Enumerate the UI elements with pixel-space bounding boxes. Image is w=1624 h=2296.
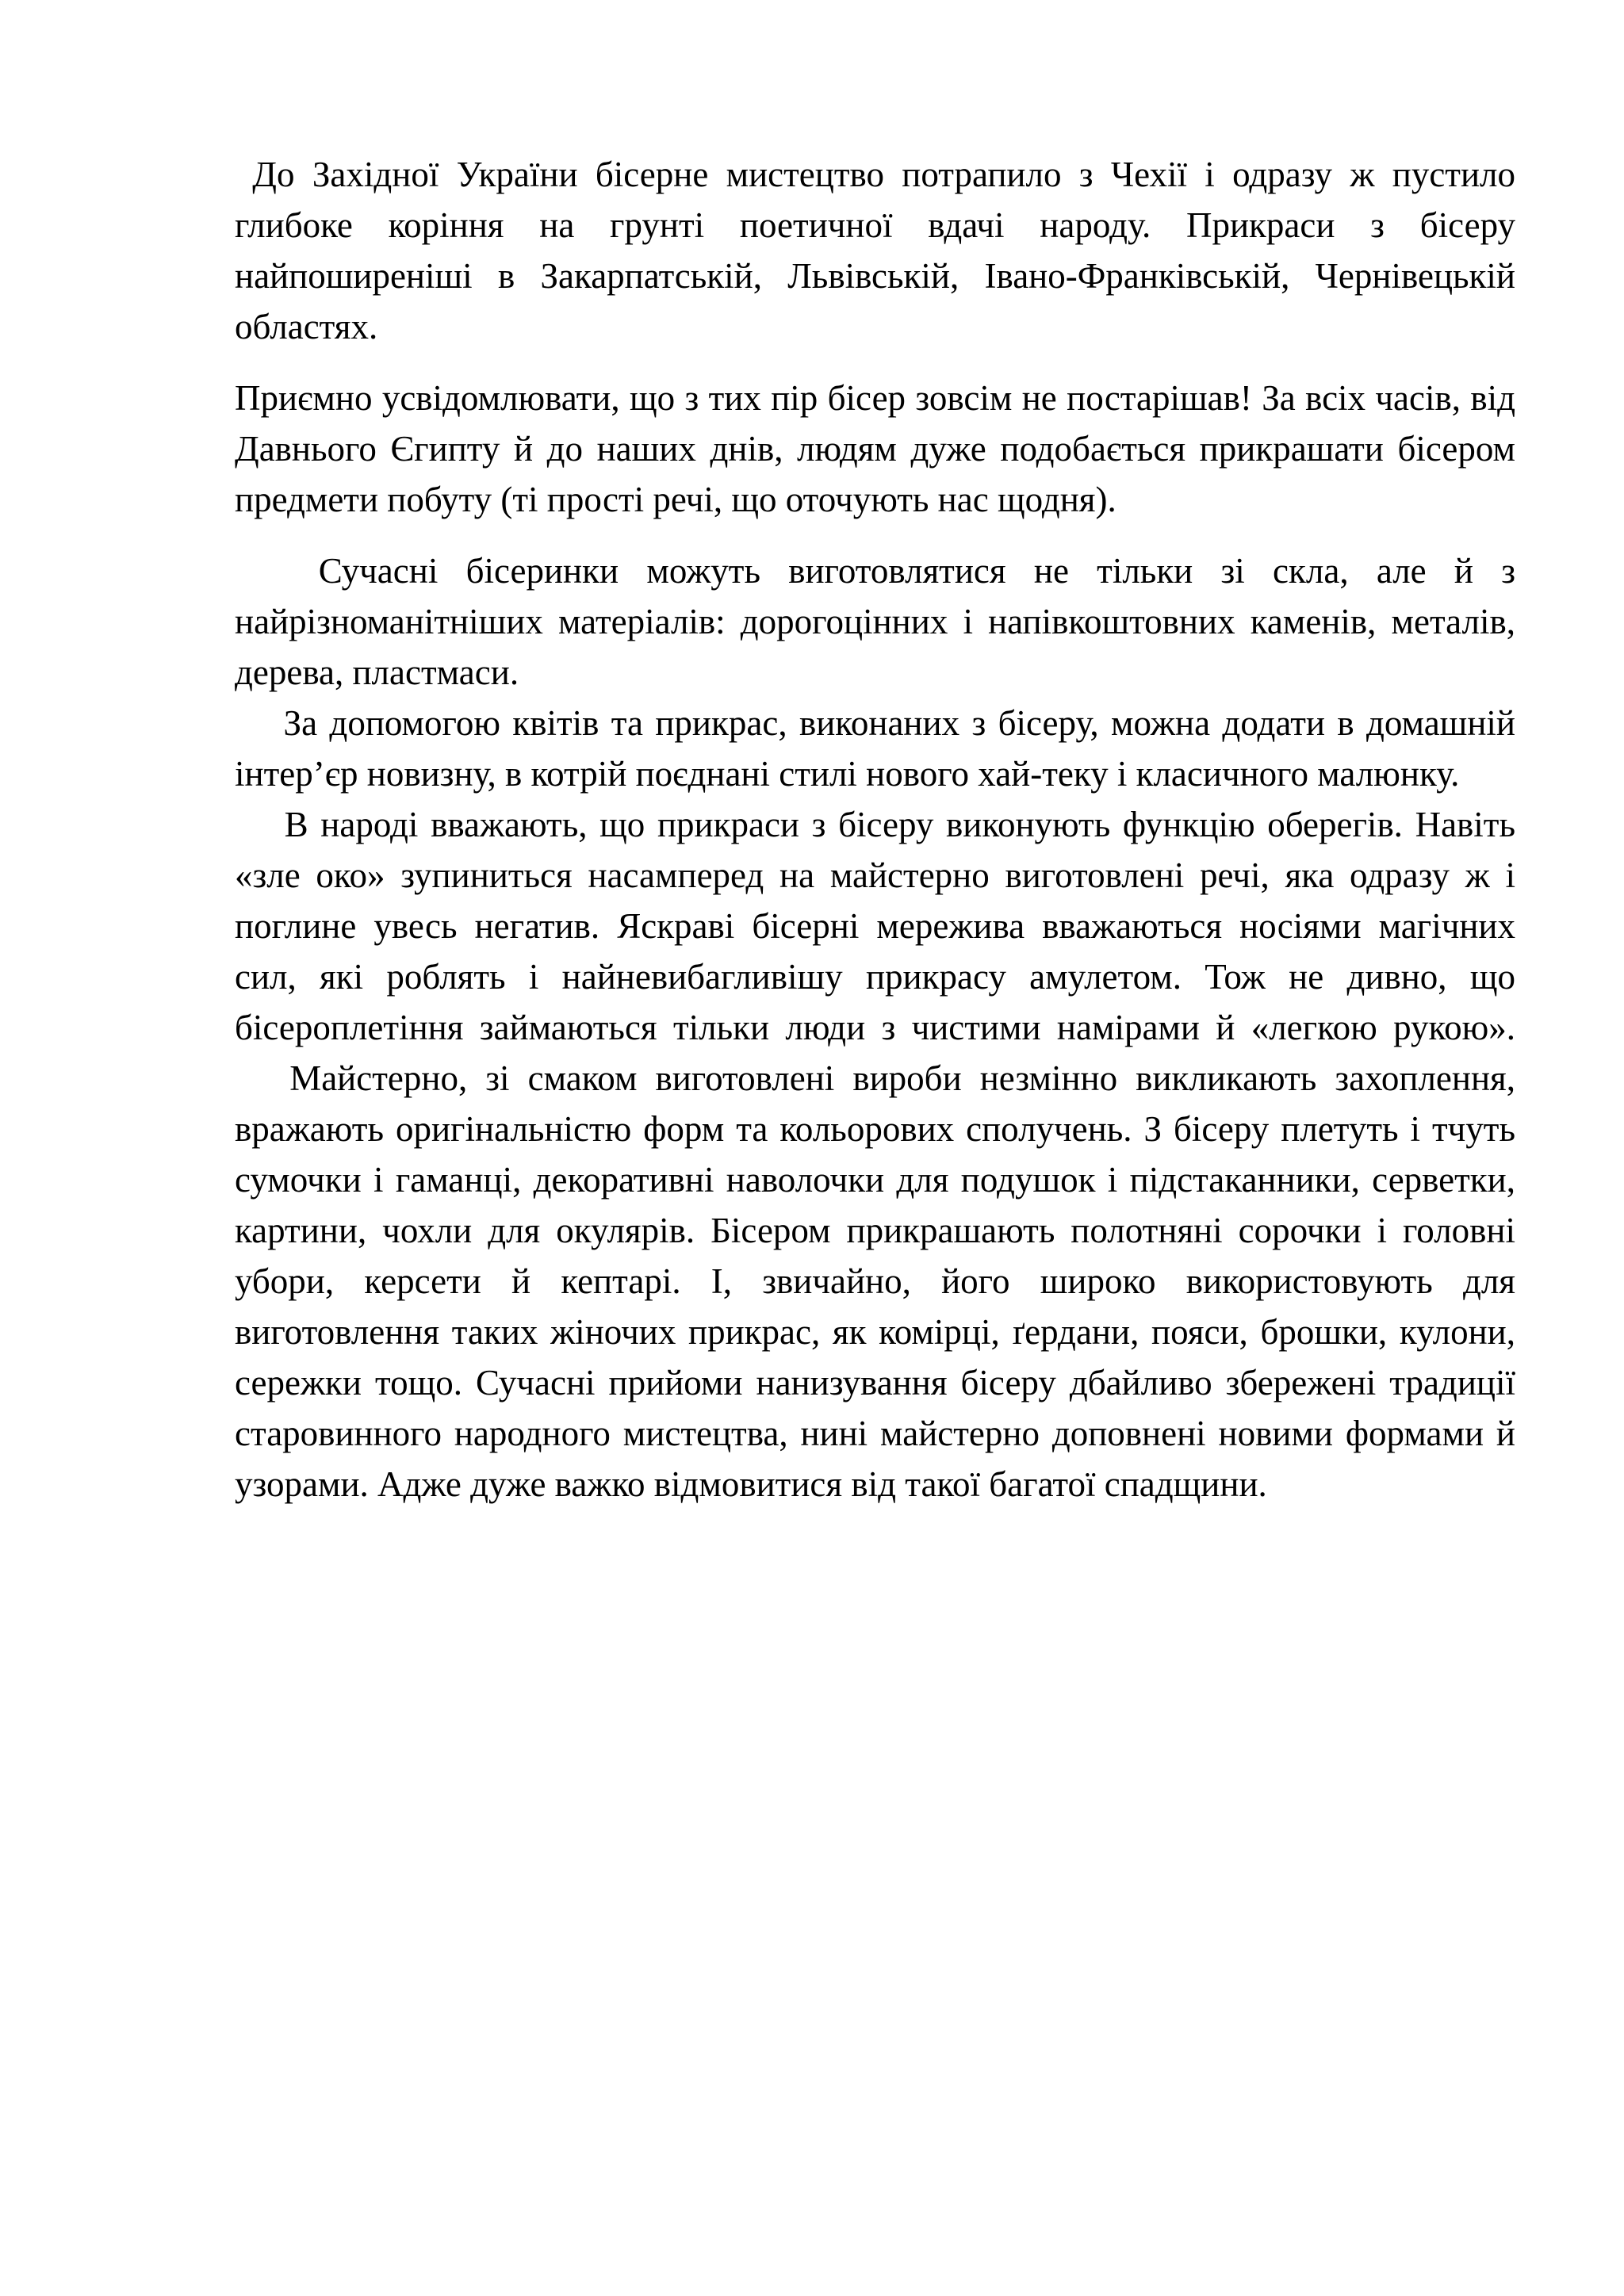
document-body <box>235 149 1515 1510</box>
paragraph-beadwork-origin: До Західної України бісерне мистецтво потрапило з Чехії і одразу ж пустило глибоке коріння на грунті поетичної вдачі народу. Прикраси з бісеру найпоширеніші в Закарпатській, Львівській, Івано-Франківській, Чернівецькій областях. <box>235 155 1515 346</box>
paragraph-interior-decor: За допомогою квітів та прикрас, виконаних з бісеру, можна додати в домашній інтер’єр новизну, в котрій поєднані стилі нового хай-теку і класичного малюнку. <box>235 703 1515 794</box>
paragraph-amulets: В народі вважають, що прикраси з бісеру виконують функцію оберегів. Навіть «зле око» зупиниться насамперед на майстерно виготовлені речі, яка одразу ж і поглине увесь негатив. Яскраві бісерні мережива вважаються носіями магічних сил, які роблять і найневибагливішу прикрасу амулетом. Тож не дивно, що бісероплетіння займаються тільки люди з чистими намірами й «легкою рукою». <box>235 805 1515 1047</box>
paragraph-bead-materials: Сучасні бісеринки можуть виготовлятися не тільки зі скла, але й з найрізноманітніших матеріалів: дорогоцінних і напівкоштовних каменів, металів, дерева, пластмаси. <box>235 551 1515 692</box>
paragraph-beaded-products: Майстерно, зі смаком виготовлені вироби незмінно викликають захоплення, вражають оригінальністю форм та кольорових сполучень. З бісеру плетуть і тчуть сумочки і гаманці, декоративні наволочки для подушок і підстаканники, серветки, картини, чохли для окулярів. Бісером прикрашають полотняні сорочки і головні убори, керсети й кептарі. І, звичайно, його широко використовують для виготовлення таких жіночих прикрас, як комірці, ґердани, пояси, брошки, кулони, сережки тощо. Сучасні прийоми нанизування бісеру дбайливо збережені традиції старовинного народного мистецтва, нині майстерно доповнені новими формами й узорами. Адже дуже важко відмовитися від такої багатої спадщини. <box>235 1058 1515 1504</box>
paragraph-beads-history: Приємно усвідомлювати, що з тих пір бісер зовсім не постарішав! За всіх часів, від Давнього Єгипту й до наших днів, людям дуже подобається прикрашати бісером предмети побуту (ті прості речі, що оточують нас щодня). <box>235 378 1515 519</box>
